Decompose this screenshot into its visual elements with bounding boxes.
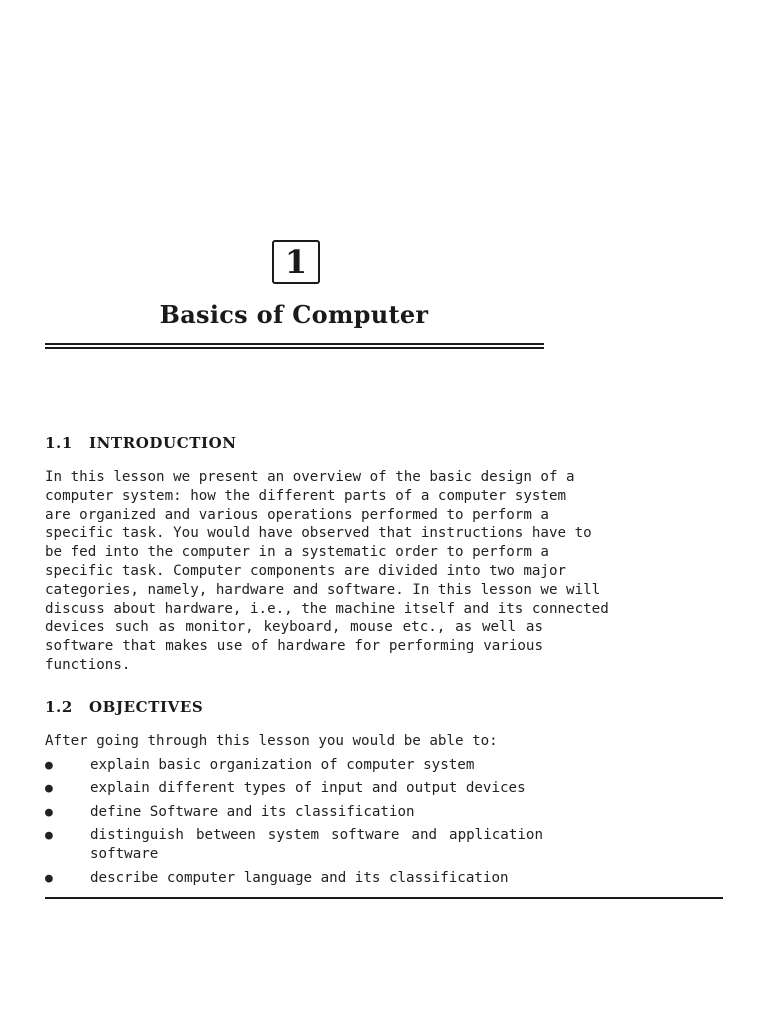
list-item-text: define Software and its classification	[90, 803, 415, 820]
list-item	[45, 826, 543, 864]
objectives-list	[45, 756, 543, 892]
paragraph-line: specific task. You would have observed that instructions have to	[45, 525, 592, 542]
objectives-section-number: 1.2	[45, 698, 73, 716]
paragraph-line: computer system: how the different parts of a computer system	[45, 487, 567, 504]
objectives-heading-text: OBJECTIVES	[89, 698, 204, 716]
list-item	[45, 803, 543, 822]
paragraph-line: software that makes use of hardware for performing various	[45, 638, 543, 655]
list-item-text: explain different types of input and output devices	[90, 780, 526, 797]
list-item-text: describe computer language and its classification	[90, 869, 509, 886]
paragraph-line: In this lesson we present an overview of the basic design of a	[45, 469, 575, 485]
list-item-text: distinguish between system software and application	[90, 827, 543, 844]
chapter-number-box	[272, 240, 320, 284]
paragraph-line: discuss about hardware, i.e., the machine itself and its connected	[45, 600, 609, 617]
bullet-icon: ●	[45, 804, 53, 820]
list-item-text: explain basic organization of computer system	[90, 757, 475, 773]
introduction-heading	[45, 434, 237, 452]
bullet-icon: ●	[45, 870, 53, 886]
introduction-heading-text: INTRODUCTION	[89, 434, 237, 452]
list-item-text-continued: software	[90, 846, 159, 863]
paragraph-line: devices such as monitor, keyboard, mouse etc., as well as	[45, 619, 543, 636]
paragraph-line: are organized and various operations performed to perform a	[45, 506, 549, 523]
list-item	[45, 779, 543, 798]
bullet-icon: ●	[45, 828, 53, 844]
paragraph-line: functions.	[45, 656, 131, 673]
chapter-number: 1	[284, 243, 308, 281]
chapter-title: Basics of Computer	[159, 300, 429, 329]
paragraph-line: categories, namely, hardware and software. In this lesson we will	[45, 581, 601, 598]
bullet-icon: ●	[45, 781, 53, 797]
list-item	[45, 756, 543, 775]
page-bottom-rule	[45, 897, 723, 899]
bullet-icon: ●	[45, 758, 53, 773]
introduction-paragraph	[45, 468, 609, 675]
objectives-heading	[45, 698, 203, 716]
introduction-section-number: 1.1	[45, 434, 73, 452]
paragraph-line: specific task. Computer components are divided into two major	[45, 562, 567, 579]
objectives-lead-text: After going through this lesson you would be able to:	[45, 733, 498, 749]
title-double-rule	[45, 343, 544, 349]
paragraph-line: be fed into the computer in a systematic order to perform a	[45, 544, 549, 561]
list-item	[45, 869, 543, 888]
